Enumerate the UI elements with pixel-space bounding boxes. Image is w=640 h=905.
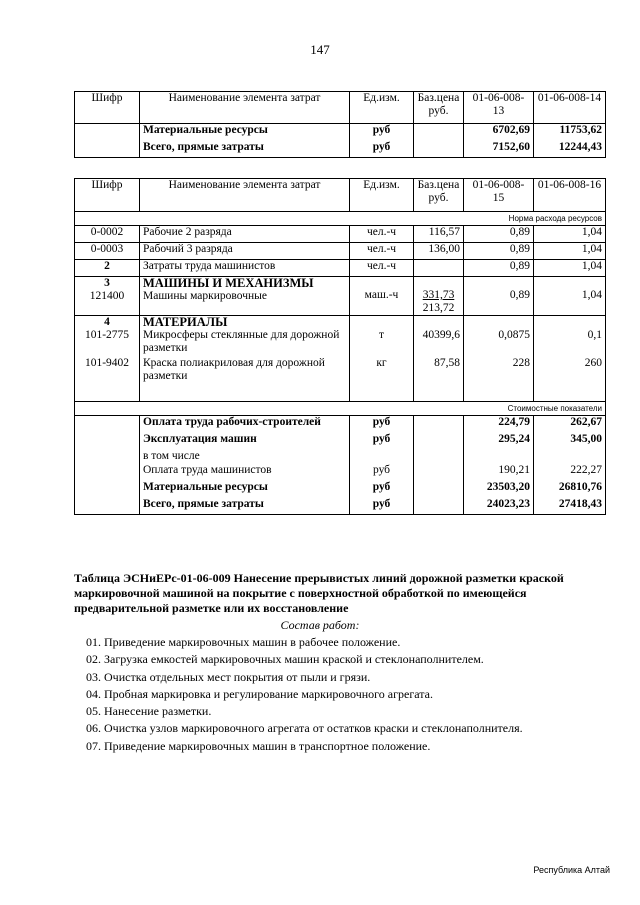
header-col-14: 01-06-008-14: [534, 92, 606, 124]
row-unit: руб: [350, 481, 414, 498]
row-price-operator: 213,72: [422, 302, 455, 314]
row-unit: руб: [350, 416, 414, 433]
row-name: Затраты труда машинистов: [140, 260, 350, 277]
row-name: Материальные ресурсы: [140, 481, 350, 498]
row-unit: кг: [376, 357, 387, 369]
row-code: 121400: [89, 290, 125, 302]
work-composition-title: Состав работ:: [280, 618, 360, 632]
row-name: Рабочие 2 разряда: [140, 226, 350, 243]
row-code: 0-0003: [75, 243, 140, 260]
header-name: Наименование элемента затрат: [140, 179, 350, 212]
row-value: 11753,62: [534, 124, 606, 141]
row-value: 1,04: [534, 260, 606, 277]
row-value: 222,27: [534, 464, 606, 481]
row-unit: руб: [350, 464, 414, 481]
row-value: 12244,43: [534, 141, 606, 158]
row-value: 24023,23: [464, 498, 534, 515]
table-row: [75, 277, 606, 316]
row-value: 0,89: [464, 243, 534, 260]
row-name: Рабочий 3 разряда: [140, 243, 350, 260]
row-value: 345,00: [534, 433, 606, 450]
row-unit: чел.-ч: [350, 243, 414, 260]
list-item: 06. Очистка узлов маркировочного агрегата от остатков краски и стеклонаполнителя.: [86, 721, 523, 736]
header-unit: Ед.изм.: [350, 179, 414, 212]
row-name: Всего, прямые затраты: [140, 141, 350, 158]
table-row: [75, 316, 606, 402]
row-value: 1,04: [534, 243, 606, 260]
row-value: 228: [512, 357, 530, 369]
row-unit: руб: [350, 124, 414, 141]
row-name: в том числе: [140, 450, 350, 464]
row-value: 0,89: [464, 260, 534, 277]
row-price: 40399,6: [422, 329, 460, 341]
row-unit: маш.-ч: [350, 277, 414, 316]
row-unit: чел.-ч: [350, 260, 414, 277]
row-value: 295,24: [464, 433, 534, 450]
table-row: [75, 260, 606, 277]
row-value: 0,0875: [498, 329, 530, 341]
cost-label: Стоимостные показатели: [75, 402, 606, 416]
table-row: [75, 481, 606, 498]
row-value: 0,89: [464, 277, 534, 316]
row-unit: руб: [350, 141, 414, 158]
table-row: [75, 498, 606, 515]
row-name: Оплата труда машинистов: [140, 464, 350, 481]
row-name: Эксплуатация машин: [140, 433, 350, 450]
row-value: 6702,69: [464, 124, 534, 141]
header-base-price: Баз.цена руб.: [414, 179, 464, 212]
table-row: [75, 243, 606, 260]
table-row: [75, 433, 606, 450]
section-heading: Таблица ЭСНиЕРс-01-06-009 Нанесение прерывистых линий дорожной разметки краской маркировочной машиной на покрытие с поверхностной обработкой по имеющейся предварительной разметке или их восстановление: [74, 571, 564, 615]
section-title-machines: МАШИНЫ И МЕХАНИЗМЫ: [143, 276, 314, 290]
row-value: 26810,76: [534, 481, 606, 498]
header-col-16: 01-06-008-16: [534, 179, 606, 212]
header-code: Шифр: [75, 92, 140, 124]
header-name: Наименование элемента затрат: [140, 92, 350, 124]
row-name: Микросферы стеклянные для дорожной разметки: [143, 329, 340, 354]
row-unit: т: [378, 329, 385, 341]
norm-label: Норма расхода ресурсов: [75, 212, 606, 226]
list-item: 01. Приведение маркировочных машин в рабочее положение.: [86, 635, 401, 649]
row-value: 0,1: [587, 329, 602, 341]
footer-region: Республика Алтай: [533, 865, 610, 875]
row-name: Краска полиакриловая для дорожной разметки: [143, 357, 325, 382]
table-row: [75, 416, 606, 433]
row-unit: руб: [350, 498, 414, 515]
resource-table-2: [74, 178, 606, 515]
row-value: 27418,43: [534, 498, 606, 515]
section-code: 4: [104, 316, 110, 328]
row-name: Оплата труда рабочих-строителей: [140, 416, 350, 433]
list-item: 04. Пробная маркировка и регулирование маркировочного агрегата.: [86, 686, 433, 701]
row-name: Материальные ресурсы: [140, 124, 350, 141]
row-price: 136,00: [414, 243, 464, 260]
header-code: Шифр: [75, 179, 140, 212]
header-unit: Ед.изм.: [350, 92, 414, 124]
row-name: Машины маркировочные: [143, 290, 267, 302]
header-col-15: 01-06-008-15: [464, 179, 534, 212]
table-row: [75, 141, 606, 158]
list-item: 05. Нанесение разметки.: [86, 704, 212, 719]
row-value: 224,79: [464, 416, 534, 433]
table-row: [75, 450, 606, 464]
row-price: 331,73: [422, 289, 455, 301]
row-code: 0-0002: [75, 226, 140, 243]
table-row: [75, 464, 606, 481]
list-item: 02. Загрузка емкостей маркировочных машин краской и стеклонаполнителем.: [86, 652, 484, 667]
row-price: 116,57: [414, 226, 464, 243]
row-unit: чел.-ч: [350, 226, 414, 243]
row-value: 23503,20: [464, 481, 534, 498]
page-number: 147: [310, 42, 330, 57]
row-value: 0,89: [464, 226, 534, 243]
row-price: [414, 260, 464, 277]
row-value: 260: [584, 357, 602, 369]
row-unit: руб: [350, 433, 414, 450]
row-name: Всего, прямые затраты: [140, 498, 350, 515]
resource-table-1: [74, 91, 606, 158]
row-value: 190,21: [464, 464, 534, 481]
row-code: 101-9402: [84, 357, 130, 369]
table-row: [75, 226, 606, 243]
list-item: 03. Очистка отдельных мест покрытия от пыли и грязи.: [86, 669, 371, 684]
work-list: [86, 634, 523, 755]
row-value: 1,04: [534, 226, 606, 243]
row-code: 2: [75, 260, 140, 277]
row-code: 101-2775: [84, 329, 130, 341]
table-row: [75, 124, 606, 141]
section-code: 3: [104, 277, 110, 289]
list-item: 07. Приведение маркировочных машин в транспортное положение.: [86, 738, 431, 753]
header-col-13: 01-06-008-13: [464, 92, 534, 124]
row-value: 7152,60: [464, 141, 534, 158]
row-value: 1,04: [534, 277, 606, 316]
row-price: 87,58: [434, 357, 460, 369]
header-base-price: Баз.цена руб.: [414, 92, 464, 124]
section-title-materials: МАТЕРИАЛЫ: [143, 315, 228, 329]
row-value: 262,67: [534, 416, 606, 433]
